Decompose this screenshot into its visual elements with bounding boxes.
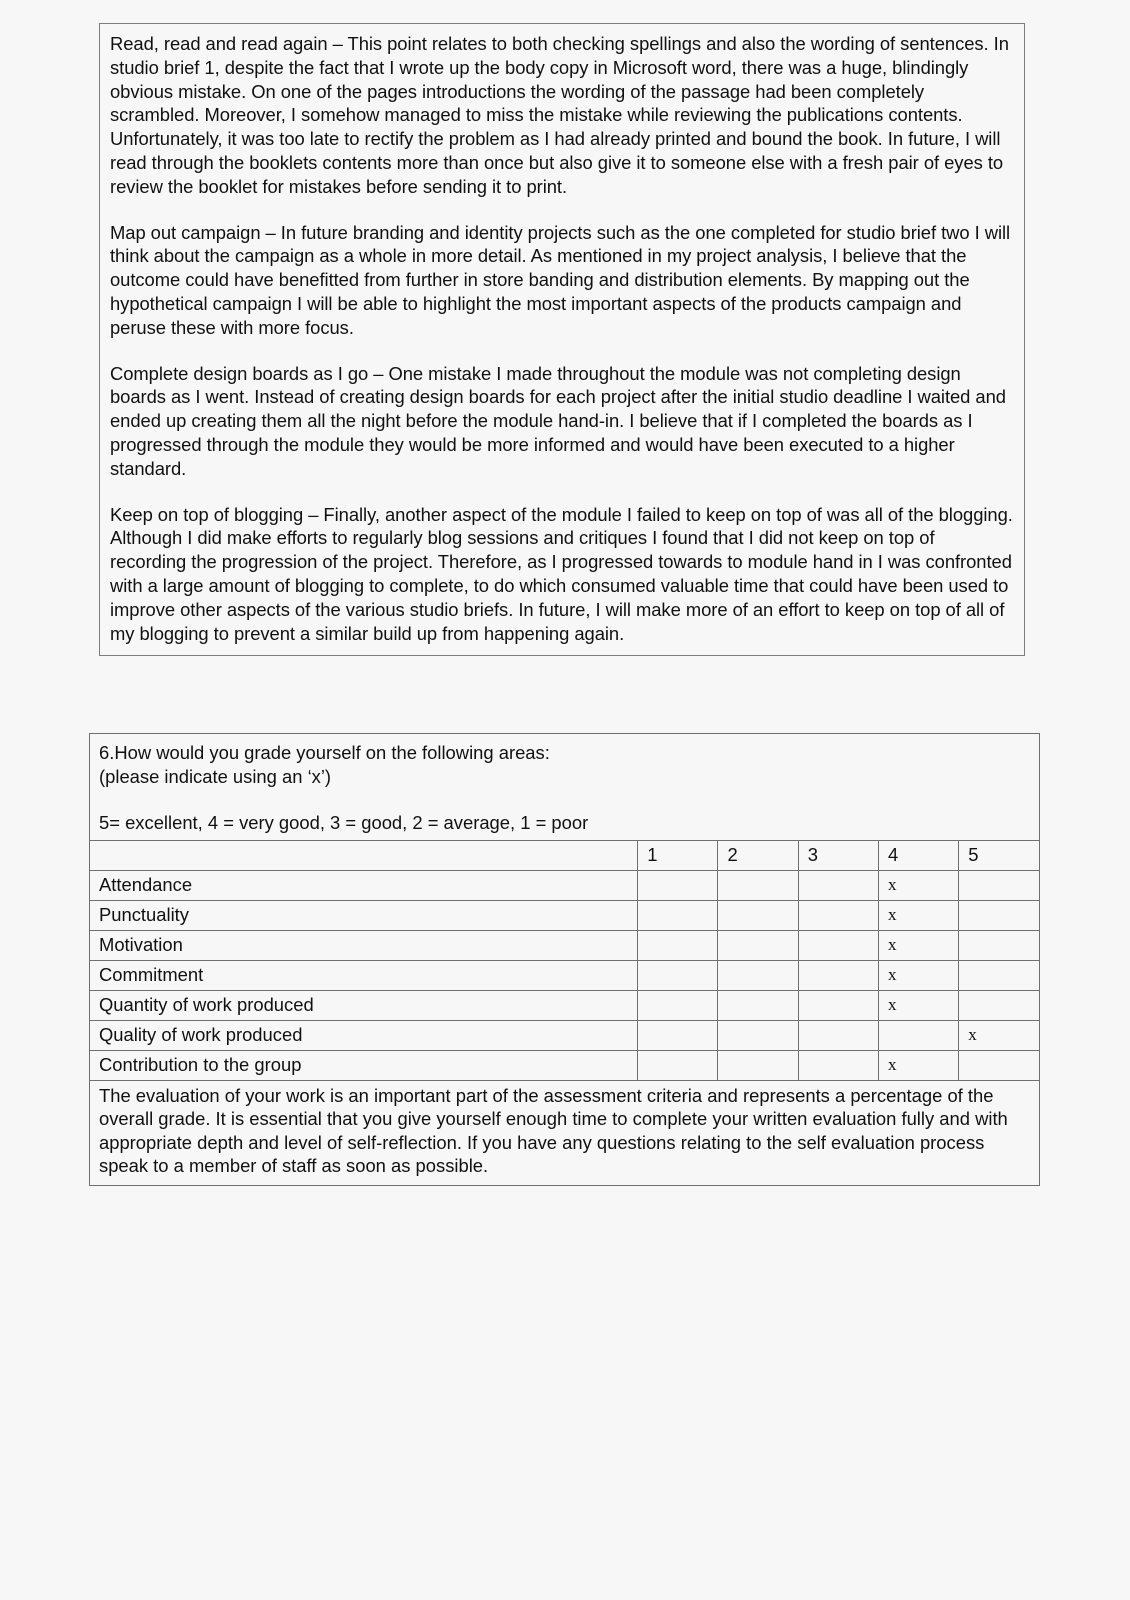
reflection-paragraph-map-out-campaign: Map out campaign – In future branding and identity projects such as the one completed for studio brief two I will think about the campaign as a whole in more detail. As mentioned in my project analysis, I believe that the outcome could have benefitted from further in store banding and distribution elements. By mapping out the hypothetical campaign I will be able to highlight the most important aspects of the products campaign and peruse these with more focus.: [110, 221, 1011, 338]
grade-cell-2[interactable]: [718, 990, 798, 1020]
table-row: [90, 990, 1039, 1020]
column-header-2: 2: [718, 840, 798, 870]
reflection-paragraph-design-boards: Complete design boards as I go – One mistake I made throughout the module was not completing design boards as I went. Instead of creating design boards for each project after the initial studio deadline I waited and ended up creating them all the night before the module hand-in. I believe that if I completed the boards as I progressed through the module they would be more informed and would have been executed to a higher standard.: [110, 362, 1006, 479]
grade-cell-3[interactable]: [798, 870, 878, 900]
grade-cell-4[interactable]: x: [878, 870, 958, 900]
table-footer-note-row: [90, 1080, 1039, 1185]
grade-cell-3[interactable]: [798, 960, 878, 990]
reflection-paragraph-blogging: Keep on top of blogging – Finally, another aspect of the module I failed to keep on top of was all of the blogging. Although I did make efforts to regularly blog sessions and critiques I found that I did not keep on top of recording the progression of the project. Therefore, as I progressed towards to module hand in I was confronted with a large amount of blogging to complete, to do which consumed valuable time that could have been used to improve other aspects of the various studio briefs. In future, I will make more of an effort to keep on top of all of my blogging to prevent a similar build up from happening again.: [110, 503, 1013, 644]
grade-cell-5[interactable]: [959, 1050, 1039, 1080]
grading-table: [90, 840, 1039, 1185]
grade-cell-4[interactable]: x: [878, 930, 958, 960]
grade-cell-1[interactable]: [638, 990, 718, 1020]
grade-cell-1[interactable]: [638, 870, 718, 900]
grade-cell-5[interactable]: [959, 960, 1039, 990]
grade-cell-5[interactable]: [959, 870, 1039, 900]
grade-cell-5[interactable]: [959, 900, 1039, 930]
table-row: [90, 960, 1039, 990]
grade-cell-2[interactable]: [718, 960, 798, 990]
row-label: Attendance: [90, 870, 638, 900]
grade-cell-1[interactable]: [638, 900, 718, 930]
grade-cell-4[interactable]: x: [878, 960, 958, 990]
grade-cell-2[interactable]: [718, 930, 798, 960]
table-row: [90, 870, 1039, 900]
table-row: [90, 1020, 1039, 1050]
grading-scale-key: 5= excellent, 4 = very good, 3 = good, 2 = average, 1 = poor: [99, 812, 589, 833]
table-row: [90, 1050, 1039, 1080]
grade-cell-5[interactable]: [959, 930, 1039, 960]
grading-instruction: (please indicate using an ‘x’): [99, 765, 332, 787]
column-header-3: 3: [798, 840, 878, 870]
row-label: Motivation: [90, 930, 638, 960]
grade-cell-1[interactable]: [638, 930, 718, 960]
row-label: Contribution to the group: [90, 1050, 638, 1080]
column-header-criteria: [90, 840, 638, 870]
grade-cell-4[interactable]: x: [878, 900, 958, 930]
grade-cell-3[interactable]: [798, 1020, 878, 1050]
table-row: [90, 930, 1039, 960]
row-label: Commitment: [90, 960, 638, 990]
grade-cell-2[interactable]: [718, 1020, 798, 1050]
grading-question: 6.How would you grade yourself on the following areas:: [99, 742, 550, 763]
grade-cell-4[interactable]: [878, 1020, 958, 1050]
grade-cell-4[interactable]: x: [878, 990, 958, 1020]
row-label: Quality of work produced: [90, 1020, 638, 1050]
self-grading-box: [89, 733, 1040, 1186]
grade-cell-3[interactable]: [798, 930, 878, 960]
evaluation-footer-note: The evaluation of your work is an important part of the assessment criteria and represents a percentage of the overall grade. It is essential that you give yourself enough time to complete your written evaluation fully and with appropriate depth and level of self-reflection. If you have any questions relating to the self evaluation process speak to a member of staff as soon as possible.: [99, 1084, 1008, 1176]
table-header-row: [90, 840, 1039, 870]
grading-instructions: [90, 734, 1039, 835]
intro-spacer: [99, 788, 1030, 811]
row-label: Quantity of work produced: [90, 990, 638, 1020]
grade-cell-2[interactable]: [718, 1050, 798, 1080]
table-row: [90, 900, 1039, 930]
grade-cell-1[interactable]: [638, 960, 718, 990]
grade-cell-1[interactable]: [638, 1020, 718, 1050]
grade-cell-5[interactable]: [959, 990, 1039, 1020]
reflection-paragraph-read-again: Read, read and read again – This point relates to both checking spellings and also the wording of sentences. In studio brief 1, despite the fact that I wrote up the body copy in Microsoft word, there was a huge, blindingly obvious mistake. On one of the pages introductions the wording of the passage had been completely scrambled. Moreover, I somehow managed to miss the mistake while reviewing the publications contents. Unfortunately, it was too late to rectify the problem as I had already printed and bound the book. In future, I will read through the booklets contents more than once but also give it to someone else with a fresh pair of eyes to review the booklet for mistakes before sending it to print.: [110, 33, 1009, 197]
reflection-text-box: [99, 23, 1025, 656]
column-header-5: 5: [959, 840, 1039, 870]
column-header-4: 4: [878, 840, 958, 870]
grade-cell-2[interactable]: [718, 900, 798, 930]
grade-cell-2[interactable]: [718, 870, 798, 900]
grade-cell-3[interactable]: [798, 900, 878, 930]
column-header-1: 1: [638, 840, 718, 870]
grade-cell-5[interactable]: x: [959, 1020, 1039, 1050]
grade-cell-3[interactable]: [798, 1050, 878, 1080]
row-label: Punctuality: [90, 900, 638, 930]
grade-cell-1[interactable]: [638, 1050, 718, 1080]
grade-cell-4[interactable]: x: [878, 1050, 958, 1080]
grade-cell-3[interactable]: [798, 990, 878, 1020]
